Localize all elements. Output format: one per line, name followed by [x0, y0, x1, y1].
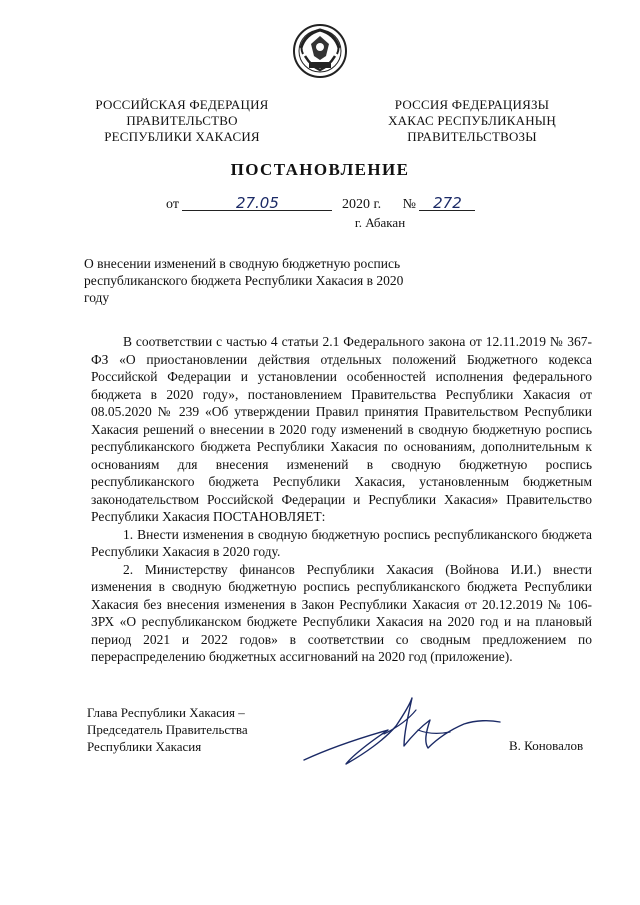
header-left-line: ПРАВИТЕЛЬСТВО	[126, 113, 238, 128]
header-right	[352, 97, 592, 145]
body-paragraph: 1. Внести изменения в сводную бюджетную роспись республиканского бюджета Республики Хакасия в 2020 году.	[91, 526, 592, 559]
document-body	[91, 333, 592, 666]
body-paragraph: В соответствии с частью 4 статьи 2.1 Федерального закона от 12.11.2019 № 367-ФЗ «О приостановлении действия отдельных положений Бюджетного кодекса Российской Федерации и установлении особенностей исполнения федерального бюджета в 2020 году», постановлением Правительства Республики Хакасия от 08.05.2020 № 239 «Об утверждении Правил принятия Правительством Республики Хакасия решений о внесении в 2020 году изменений в сводную бюджетную роспись республиканского бюджета Республики Хакасия по основаниям, дополнительным к основаниям для внесения изменений в сводную бюджетную роспись республиканского бюджета Республики Хакасия, установленным бюджетным законодательством Российской Федерации и Республики Хакасия» Правительство Республики Хакасия ПОСТАНОВЛЯЕТ:	[91, 334, 592, 524]
header-left-line: РЕСПУБЛИКИ ХАКАСИЯ	[104, 129, 260, 144]
number-handwritten: 272	[419, 196, 475, 211]
coat-of-arms-icon	[291, 22, 349, 80]
signatory-position-line: Председатель Правительства	[87, 722, 248, 737]
header-right-line: ПРАВИТЕЛЬСТВОЗЫ	[407, 129, 537, 144]
date-from-label: от	[166, 197, 179, 212]
header-left	[68, 97, 296, 145]
signatory-position-line: Глава Республики Хакасия –	[87, 705, 245, 720]
handwritten-signature	[300, 690, 505, 780]
signatory-name: В. Коновалов	[509, 738, 584, 753]
signatory-position-line: Республики Хакасия	[87, 739, 202, 754]
date-handwritten: 27.05	[182, 196, 332, 211]
document-subject: О внесении изменений в сводную бюджетную роспись республиканского бюджета Республики Хакасия в 2020 году	[84, 256, 404, 305]
document-title: ПОСТАНОВЛЕНИЕ	[230, 160, 410, 179]
header-right-line: РОССИЯ ФЕДЕРАЦИЯЗЫ	[394, 97, 550, 112]
date-line	[166, 196, 475, 213]
header-left-line: РОССИЙСКАЯ ФЕДЕРАЦИЯ	[95, 97, 269, 112]
number-label: №	[402, 197, 416, 212]
date-year: 2020 г.	[341, 197, 382, 212]
signatory-position	[87, 704, 248, 755]
body-paragraph: 2. Министерству финансов Республики Хакасия (Войнова И.И.) внести изменения в сводную бюджетную роспись республиканского бюджета Республики Хакасия без внесения изменения в Закон Республики Хакасия от 20.12.2019 № 106-ЗРХ «О республиканском бюджете Республики Хакасия на 2020 год и на плановый период 2021 и 2022 годов» в соответствии со сводным предложением по перераспределению бюджетных ассигнований на 2020 год (приложение).	[91, 561, 592, 664]
city: г. Абакан	[354, 215, 406, 230]
header-right-line: ХАКАС РЕСПУБЛИКАНЫҢ	[388, 113, 556, 128]
